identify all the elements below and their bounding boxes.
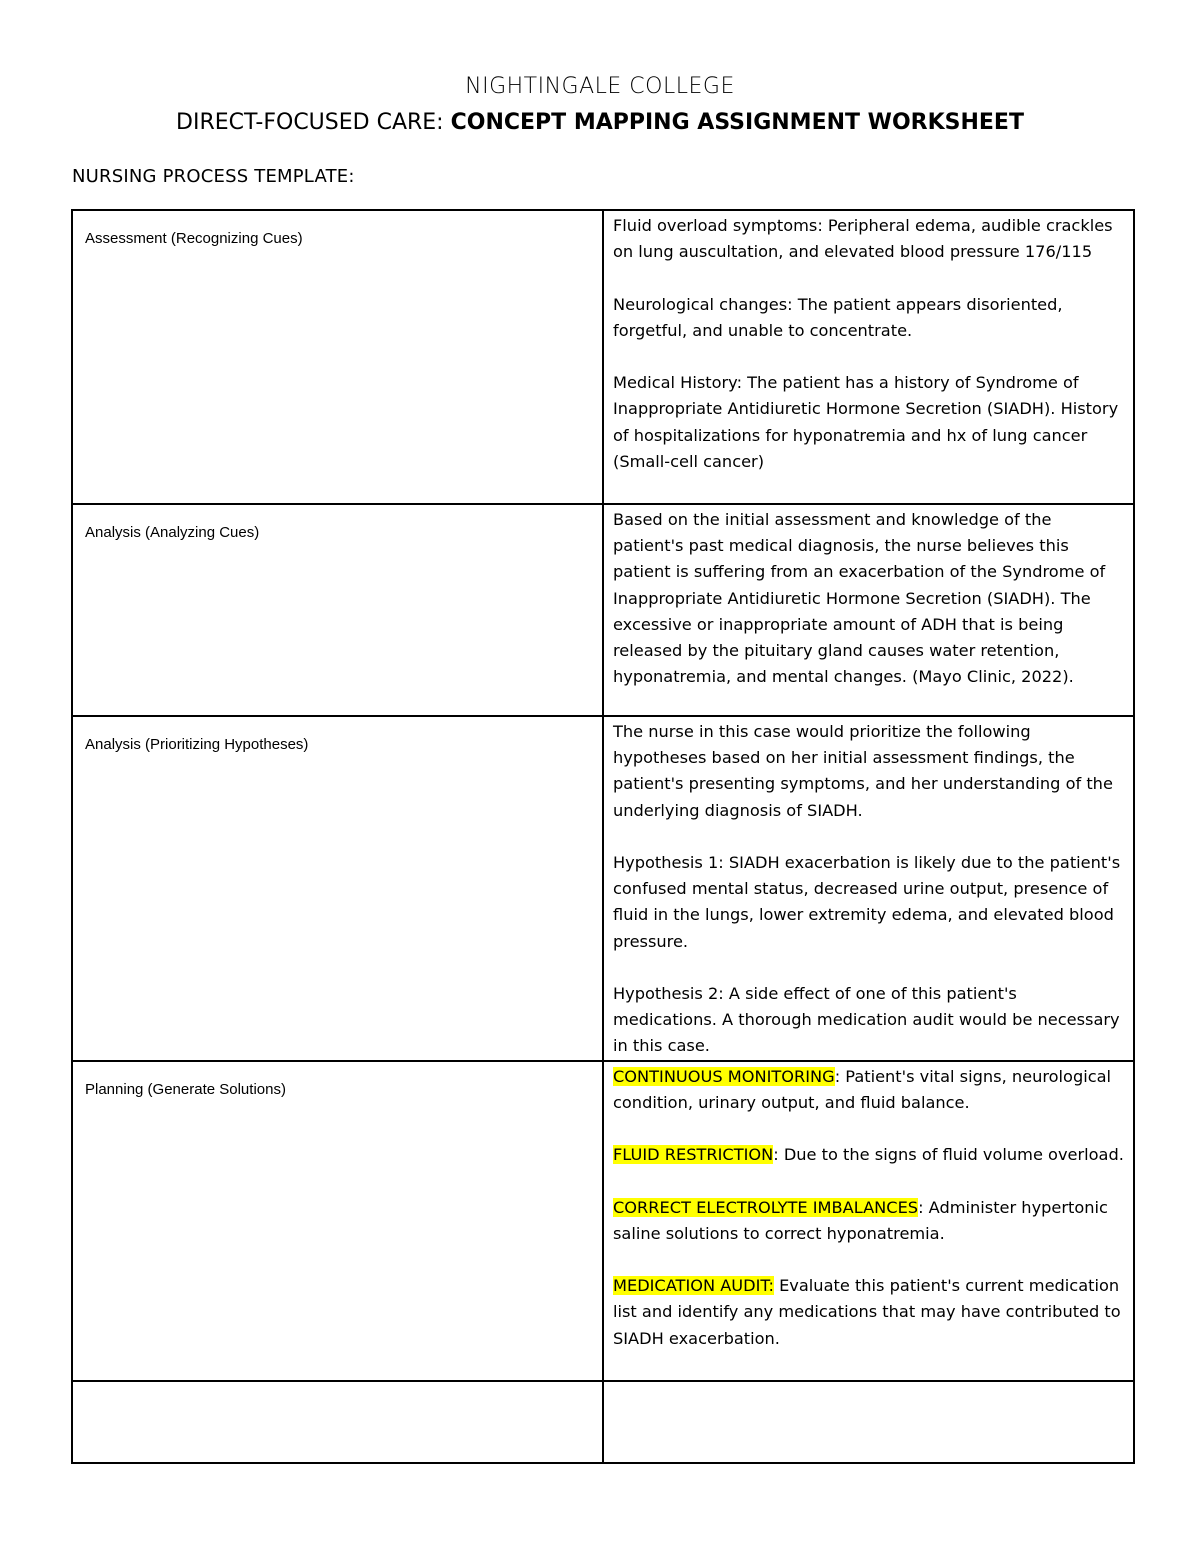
row-label-planning: Planning (Generate Solutions) — [85, 1080, 286, 1098]
paragraph: The nurse in this case would prioritize the following hypotheses based on her initial assessment findings, the patient's presenting symptoms, and her understanding of the underlying diagnosis of SIADH. — [613, 722, 1113, 820]
worksheet-title — [0, 106, 1200, 140]
nursing-process-table — [71, 209, 1135, 1464]
empty-label-cell — [72, 1381, 603, 1463]
college-name: NIGHTINGALE COLLEGE — [465, 74, 735, 99]
assessment-content — [604, 211, 1133, 475]
planning-item — [613, 1195, 1125, 1247]
table-row — [72, 1061, 1134, 1381]
planning-item — [613, 1064, 1125, 1116]
worksheet-title-lead: DIRECT-FOCUSED CARE: — [176, 110, 451, 135]
label-cell — [72, 210, 603, 504]
paragraph: Hypothesis 1: SIADH exacerbation is likely due to the patient's confused mental status, decreased urine output, presence of fluid in the lungs, lower extremity edema, and elevated blood pressure. — [613, 853, 1121, 951]
paragraph: Based on the initial assessment and knowledge of the patient's past medical diagnosis, the nurse believes this patient is suffering from an exacerbation of the Syndrome of Inappropriate Antidiuretic Hormone Secretion (SIADH). The excessive or inappropriate amount of ADH that is being released by the pituitary gland causes water retention, hyponatremia, and mental changes. (Mayo Clinic, 2022). — [613, 510, 1106, 687]
planning-item — [613, 1142, 1125, 1168]
planning-item — [613, 1273, 1125, 1352]
label-cell — [72, 504, 603, 716]
row-label-prioritizing-hypotheses: Analysis (Prioritizing Hypotheses) — [85, 736, 309, 753]
item-text: : Patient's vital signs, neurological condition, urinary output, and fluid balance. — [613, 1066, 1112, 1112]
highlighted-heading: MEDICATION AUDIT: — [613, 1276, 774, 1296]
item-text: Evaluate this patient's current medication list and identify any medications that may have contributed to SIADH exacerbation. — [613, 1276, 1121, 1348]
label-cell — [72, 716, 603, 1061]
empty-content-cell — [603, 1381, 1134, 1463]
highlighted-heading: CONTINUOUS MONITORING — [613, 1066, 835, 1086]
planning-content — [604, 1062, 1133, 1352]
prioritizing-hypotheses-content — [604, 717, 1133, 1060]
analyzing-cues-content — [604, 505, 1133, 690]
item-text: : Due to the signs of fluid volume overload. — [773, 1145, 1124, 1165]
table-row — [72, 716, 1134, 1061]
template-label: NURSING PROCESS TEMPLATE: — [72, 166, 355, 187]
paragraph: Hypothesis 2: A side effect of one of this patient's medications. A thorough medication audit would be necessary in this case. — [613, 984, 1120, 1056]
content-cell — [603, 1061, 1134, 1381]
row-label-empty — [73, 1382, 602, 1400]
paragraph: Medical History: The patient has a history of Syndrome of Inappropriate Antidiuretic Hormone Secretion (SIADH). History of hospitalizations for hyponatremia and hx of lung cancer (Small-cell cancer) — [613, 373, 1119, 471]
row-label-analyzing-cues: Analysis (Analyzing Cues) — [85, 524, 260, 541]
highlighted-heading: CORRECT ELECTROLYTE IMBALANCES — [613, 1197, 919, 1217]
item-text: : Administer hypertonic saline solutions to correct hyponatremia. — [613, 1197, 1108, 1243]
table-row — [72, 504, 1134, 716]
highlighted-heading: FLUID RESTRICTION — [613, 1145, 774, 1165]
worksheet-title-bold: CONCEPT MAPPING ASSIGNMENT WORKSHEET — [450, 110, 1024, 135]
table-row — [72, 210, 1134, 504]
content-cell — [603, 504, 1134, 716]
paragraph: Neurological changes: The patient appears disoriented, forgetful, and unable to concentrate. — [613, 294, 1063, 340]
content-cell — [603, 716, 1134, 1061]
content-cell — [603, 210, 1134, 504]
table-row — [72, 1381, 1134, 1463]
paragraph: Fluid overload symptoms: Peripheral edema, audible crackles on lung auscultation, and elevated blood pressure 176/115 — [613, 216, 1113, 262]
row-label-assessment: Assessment (Recognizing Cues) — [85, 230, 303, 247]
document-header — [0, 72, 1200, 140]
label-cell — [72, 1061, 603, 1381]
